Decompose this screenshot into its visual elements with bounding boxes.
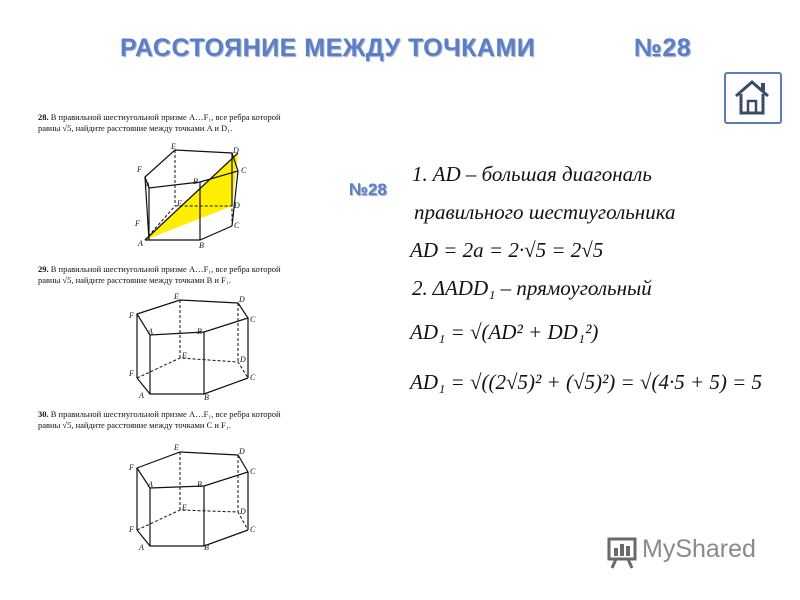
svg-text:D: D — [233, 146, 239, 155]
svg-text:E: E — [171, 142, 176, 151]
svg-text:A: A — [148, 480, 153, 489]
svg-text:E: E — [174, 443, 179, 452]
svg-text:D: D — [234, 201, 240, 210]
problem-29-text: 29. В правильной шестиугольной призме A…F₁, все ребра которой равны √5, найдите расстояние между точками B и F₁. — [38, 264, 281, 285]
solution-step-2: 2. ΔADD₁ – прямоугольный — [412, 276, 652, 300]
problem-number: №28 — [634, 34, 692, 62]
svg-text:A: A — [138, 239, 143, 248]
svg-text:E: E — [177, 199, 182, 208]
prism-figure-30 — [120, 440, 270, 552]
svg-text:D: D — [239, 447, 245, 456]
svg-text:F: F — [129, 369, 134, 378]
svg-text:F: F — [129, 525, 134, 534]
svg-text:B: B — [197, 327, 202, 336]
svg-text:B: B — [197, 480, 202, 489]
home-icon — [732, 77, 772, 117]
prism-figure-28 — [120, 140, 270, 252]
svg-text:E: E — [182, 351, 187, 360]
home-button[interactable] — [724, 72, 782, 124]
problem-28-marker: №28 — [349, 180, 387, 199]
svg-text:F: F — [135, 219, 140, 228]
slide-title: РАССТОЯНИЕ МЕЖДУ ТОЧКАМИ — [120, 34, 536, 62]
svg-text:C: C — [250, 467, 256, 476]
svg-text:C: C — [241, 166, 247, 175]
solution-answer: AD₁ = √((2√5)² + (√5)²) = √(4·5 + 5) = 5 — [410, 370, 763, 394]
solution-ad-value: AD = 2a = 2·√5 = 2√5 — [410, 238, 604, 262]
svg-text:D: D — [239, 295, 245, 304]
svg-text:C: C — [250, 525, 256, 534]
solution-formula: AD₁ = √(AD² + DD₁²) — [410, 320, 599, 344]
svg-text:B: B — [204, 393, 209, 402]
svg-text:B: B — [193, 177, 198, 186]
svg-text:A: A — [148, 327, 153, 336]
svg-text:B: B — [204, 543, 209, 552]
svg-text:A: A — [139, 391, 144, 400]
solution-step-1: 1. AD – большая диагональ — [412, 162, 652, 186]
problem-28-text: 28. В правильной шестиугольной призме A…F₁, все ребра которой равны √5, найдите расстояние между точками A и D₁. — [38, 112, 281, 133]
svg-text:D: D — [240, 355, 246, 364]
svg-text:F: F — [129, 463, 134, 472]
svg-text:C: C — [250, 373, 256, 382]
svg-text:C: C — [250, 315, 256, 324]
svg-text:D: D — [240, 507, 246, 516]
svg-text:F: F — [129, 311, 134, 320]
svg-text:F: F — [137, 165, 142, 174]
svg-text:E: E — [182, 503, 187, 512]
myshared-logo-icon — [606, 535, 640, 571]
svg-text:C: C — [234, 221, 240, 230]
prism-figure-29 — [120, 290, 270, 402]
svg-text:B: B — [199, 241, 204, 250]
svg-text:E: E — [174, 292, 179, 301]
svg-text:A: A — [139, 543, 144, 552]
myshared-logo-text: MyShared — [642, 535, 756, 563]
svg-text:A: A — [145, 181, 150, 190]
solution-step-1-cont: правильного шестиугольника — [414, 200, 676, 224]
problem-30-text: 30. В правильной шестиугольной призме A…F₁, все ребра которой равны √5, найдите расстояние между точками C и F₁. — [38, 409, 281, 430]
